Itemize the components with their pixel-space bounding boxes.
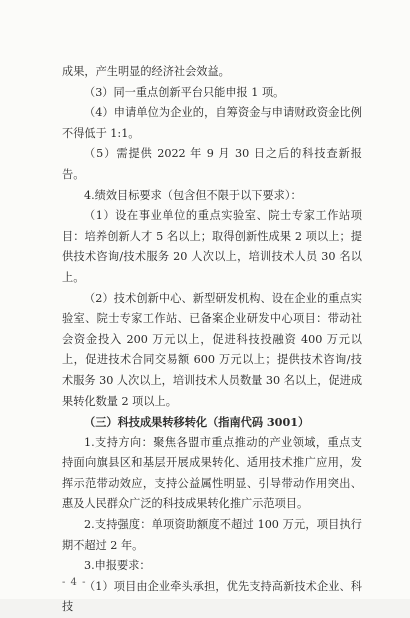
paragraph: （5）需提供 2022 年 9 月 30 日之后的科技查新报告。 [62, 147, 362, 181]
paragraph: （1）设在事业单位的重点实验室、院士专家工作站项目：培养创新人才 5 名以上；取得创新性成果 2 项以上；提供技术咨询/技术服务 20 人次以上，培训技术人员 30 名以上。 [62, 209, 362, 284]
paragraph: 4.绩效目标要求（包含但不限于以下要求）： [84, 188, 302, 202]
paragraph: 成果，产生明显的经济社会效益。 [62, 65, 230, 78]
paragraph: （3）同一重点创新平台只能申报 1 项。 [84, 85, 285, 99]
document-body [62, 62, 362, 618]
paragraph: 3.申报要求： [84, 559, 151, 573]
paragraph: （2）技术创新中心、新型研发机构、设在企业的重点实验室、院士专家工作站、已备案企业研发中心项目：带动社会资金投入 200 万元以上，促进科技投融资 400 万元以上，促进技术合同交易额 600 万元以上；提供技术咨询/技术服务 30 人次以上，培训技术人员数量 30 名以上，促进成果转化数量 2 项以上。 [62, 291, 363, 408]
paragraph: 1.支持方向：聚焦各盟市重点推动的产业领域，重点支持面向旗县区和基层开展成果转化、适用技术推广应用，发挥示范带动效应，支持公益属性明显、引导带动作用突出、惠及人民群众广泛的科技成果转化推广示范项目。 [62, 435, 362, 511]
section-heading: （三）科技成果转移转化（指南代码 3001） [84, 415, 310, 430]
paragraph: （1）项目由企业牵头承担，优先支持高新技术企业、科技 [62, 579, 362, 614]
page-number: - 4 - [62, 577, 87, 588]
paragraph: 2.支持强度：单项资助额度不超过 100 万元，项目执行期不超过 2 年。 [62, 518, 362, 552]
paragraph: （4）申请单位为企业的，自筹资金与申请财政资金比例不得低于 1:1。 [62, 106, 362, 140]
